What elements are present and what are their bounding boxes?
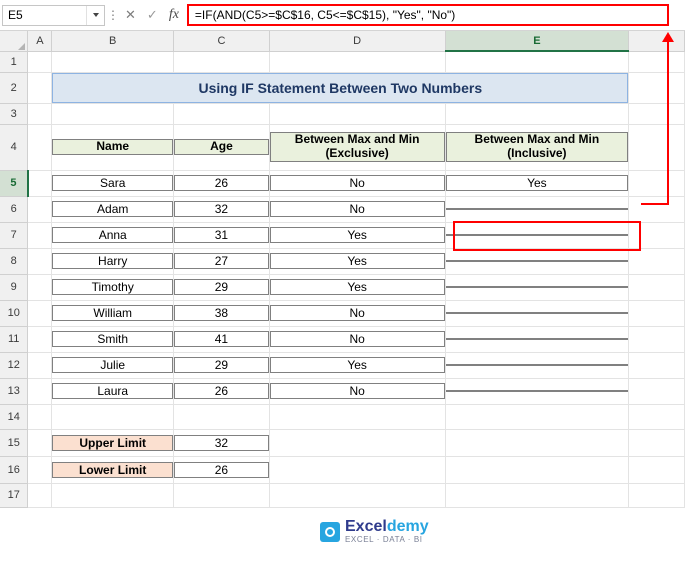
limit-row — [0, 456, 685, 483]
cell-d16[interactable] — [269, 456, 445, 483]
watermark — [320, 519, 429, 544]
cell-d8[interactable] — [269, 248, 445, 274]
cell-d11[interactable] — [269, 326, 445, 352]
name-box-value: E5 — [8, 8, 23, 22]
cell-value-exclusive: No — [270, 331, 445, 347]
column-header-row — [0, 31, 685, 51]
row-header-1[interactable]: 1 — [0, 51, 28, 72]
cell-c6[interactable] — [174, 196, 270, 222]
cell-b6[interactable] — [52, 196, 174, 222]
cell-d17[interactable] — [269, 483, 445, 507]
cell-e7[interactable] — [445, 222, 629, 248]
row-header-12[interactable]: 12 — [0, 352, 28, 378]
table-row — [0, 248, 685, 274]
cell-b14[interactable] — [52, 404, 174, 429]
cell-a12[interactable] — [28, 352, 52, 378]
cell-d7[interactable] — [269, 222, 445, 248]
limit-label-upper: Upper Limit — [52, 435, 173, 451]
table-header-exclusive-line1: Between Max and Min — [294, 132, 420, 147]
cell-b13[interactable] — [52, 378, 174, 404]
cell-value-inclusive — [446, 338, 629, 340]
cell-value-inclusive — [446, 234, 629, 236]
column-header-d[interactable]: D — [269, 31, 445, 51]
cell-a7[interactable] — [28, 222, 52, 248]
cell-b16[interactable] — [52, 456, 174, 483]
cell-value-exclusive: No — [270, 201, 445, 217]
cell-c17[interactable] — [174, 483, 270, 507]
table-header-age: Age — [210, 139, 233, 154]
vertical-dots-icon[interactable]: ⋮ — [107, 8, 119, 22]
cell-a4[interactable] — [28, 124, 52, 170]
cell-f17[interactable] — [629, 483, 685, 507]
cell-value-age: 32 — [174, 201, 269, 217]
cell-value-exclusive: Yes — [270, 227, 445, 243]
cell-a3[interactable] — [28, 103, 52, 124]
cell-c3[interactable] — [174, 103, 270, 124]
cell-e4-header-inclusive[interactable] — [445, 124, 629, 170]
cell-d10[interactable] — [269, 300, 445, 326]
cell-value-age: 31 — [174, 227, 269, 243]
row-header-17[interactable]: 17 — [0, 483, 28, 507]
cell-f3[interactable] — [629, 103, 685, 124]
cell-d14[interactable] — [269, 404, 445, 429]
cell-a14[interactable] — [28, 404, 52, 429]
cell-e16[interactable] — [445, 456, 629, 483]
cell-c12[interactable] — [174, 352, 270, 378]
cell-d3[interactable] — [269, 103, 445, 124]
cell-c4-header-age[interactable] — [174, 124, 270, 170]
watermark-brand-first: Excel — [345, 518, 387, 535]
column-header-f[interactable] — [629, 31, 685, 51]
row-header-9[interactable]: 9 — [0, 274, 28, 300]
cell-d9[interactable] — [269, 274, 445, 300]
cell-value-exclusive: Yes — [270, 357, 445, 373]
cell-value-age: 41 — [174, 331, 269, 347]
row-header-7[interactable]: 7 — [0, 222, 28, 248]
cell-e15[interactable] — [445, 429, 629, 456]
cell-value-name: Timothy — [52, 279, 173, 295]
cell-e3[interactable] — [445, 103, 629, 124]
cell-e17[interactable] — [445, 483, 629, 507]
cell-value-age: 27 — [174, 253, 269, 269]
cell-b4-header-name[interactable] — [52, 124, 174, 170]
row-header-14[interactable]: 14 — [0, 404, 28, 429]
table-row — [0, 326, 685, 352]
table-row — [0, 170, 685, 196]
cell-e10[interactable] — [445, 300, 629, 326]
sheet-row-14 — [0, 404, 685, 429]
sheet-row-1 — [0, 51, 685, 72]
select-all-corner[interactable] — [0, 31, 28, 51]
table-row — [0, 222, 685, 248]
cell-value-inclusive — [446, 364, 629, 366]
row-header-4[interactable]: 4 — [0, 124, 28, 170]
cell-b5[interactable] — [52, 170, 174, 196]
cell-e12[interactable] — [445, 352, 629, 378]
cell-a10[interactable] — [28, 300, 52, 326]
cell-c16[interactable] — [174, 456, 270, 483]
cell-c9[interactable] — [174, 274, 270, 300]
cell-value-inclusive — [446, 260, 629, 262]
annotation-arrow-vertical — [667, 42, 669, 205]
sheet-title: Using IF Statement Between Two Numbers — [52, 73, 628, 103]
cell-value-name: Anna — [52, 227, 173, 243]
name-box[interactable] — [2, 5, 105, 26]
insert-function-icon[interactable]: fx — [168, 7, 179, 22]
cell-b15[interactable] — [52, 429, 174, 456]
annotation-arrow-horizontal — [641, 203, 669, 205]
sheet-row-17 — [0, 483, 685, 507]
cell-b17[interactable] — [52, 483, 174, 507]
cell-value-inclusive — [446, 208, 629, 210]
cell-value-inclusive — [446, 286, 629, 288]
sheet-row-4 — [0, 124, 685, 170]
cell-a2[interactable] — [28, 72, 52, 103]
cell-a5[interactable] — [28, 170, 52, 196]
cell-value-name: Harry — [52, 253, 173, 269]
cell-f1[interactable] — [629, 51, 685, 72]
cell-b12[interactable] — [52, 352, 174, 378]
cell-value-inclusive — [446, 312, 629, 314]
row-header-15[interactable]: 15 — [0, 429, 28, 456]
cell-value-name: Adam — [52, 201, 173, 217]
formula-bar — [0, 0, 685, 30]
cell-d13[interactable] — [269, 378, 445, 404]
cell-f5[interactable] — [629, 170, 685, 196]
cell-e8[interactable] — [445, 248, 629, 274]
column-header-c[interactable]: C — [174, 31, 270, 51]
sheet-table — [0, 31, 685, 508]
cell-value-age: 29 — [174, 279, 269, 295]
cell-value-exclusive: No — [270, 175, 445, 191]
annotation-arrow-head — [662, 32, 674, 42]
table-row — [0, 300, 685, 326]
watermark-tagline: EXCEL · DATA · BI — [345, 534, 423, 544]
limit-row — [0, 429, 685, 456]
cell-value-inclusive: Yes — [446, 175, 629, 191]
cell-a17[interactable] — [28, 483, 52, 507]
cell-d1[interactable] — [269, 51, 445, 72]
cell-e6[interactable] — [445, 196, 629, 222]
cell-value-name: Julie — [52, 357, 173, 373]
cell-f4[interactable] — [629, 124, 685, 170]
cell-a9[interactable] — [28, 274, 52, 300]
cell-b7[interactable] — [52, 222, 174, 248]
cell-value-name: Sara — [52, 175, 173, 191]
cell-b11[interactable] — [52, 326, 174, 352]
cell-value-name: Smith — [52, 331, 173, 347]
cell-value-exclusive: No — [270, 383, 445, 399]
cell-b8[interactable] — [52, 248, 174, 274]
cell-a16[interactable] — [28, 456, 52, 483]
cell-f11[interactable] — [629, 326, 685, 352]
table-header-inclusive-line2: (Inclusive) — [507, 146, 567, 160]
cell-c10[interactable] — [174, 300, 270, 326]
table-row — [0, 196, 685, 222]
row-header-6[interactable]: 6 — [0, 196, 28, 222]
cell-c8[interactable] — [174, 248, 270, 274]
cell-a8[interactable] — [28, 248, 52, 274]
cell-c14[interactable] — [174, 404, 270, 429]
chevron-down-icon[interactable] — [86, 6, 104, 25]
cell-value-exclusive: No — [270, 305, 445, 321]
row-header-13[interactable]: 13 — [0, 378, 28, 404]
cell-f8[interactable] — [629, 248, 685, 274]
cell-b1[interactable] — [52, 51, 174, 72]
row-header-8[interactable]: 8 — [0, 248, 28, 274]
cell-value-age: 26 — [174, 175, 269, 191]
cell-value-age: 38 — [174, 305, 269, 321]
sheet-row-2 — [0, 72, 685, 103]
cell-value-exclusive: Yes — [270, 279, 445, 295]
table-row — [0, 378, 685, 404]
cell-value-exclusive: Yes — [270, 253, 445, 269]
cell-value-age: 26 — [174, 383, 269, 399]
row-header-16[interactable]: 16 — [0, 456, 28, 483]
cell-e14[interactable] — [445, 404, 629, 429]
cell-b9[interactable] — [52, 274, 174, 300]
limit-value-upper: 32 — [174, 435, 269, 451]
cell-f2[interactable] — [629, 72, 685, 103]
cell-f7[interactable] — [629, 222, 685, 248]
column-header-e[interactable]: E — [445, 31, 629, 51]
cell-value-name: Laura — [52, 383, 173, 399]
table-header-name: Name — [96, 139, 130, 154]
cell-e13[interactable] — [445, 378, 629, 404]
formula-bar-buttons — [121, 7, 187, 23]
column-header-a[interactable]: A — [28, 31, 52, 51]
limit-label-lower: Lower Limit — [52, 462, 173, 478]
confirm-icon[interactable]: ✓ — [146, 7, 158, 22]
cell-f13[interactable] — [629, 378, 685, 404]
row-header-2[interactable]: 2 — [0, 72, 28, 103]
table-row — [0, 274, 685, 300]
cell-d15[interactable] — [269, 429, 445, 456]
cell-c1[interactable] — [174, 51, 270, 72]
cell-a1[interactable] — [28, 51, 52, 72]
cancel-icon[interactable]: ✕ — [125, 7, 136, 22]
table-row — [0, 352, 685, 378]
cell-f9[interactable] — [629, 274, 685, 300]
cell-c7[interactable] — [174, 222, 270, 248]
cell-value-name: William — [52, 305, 173, 321]
cell-b2-title[interactable] — [52, 72, 629, 103]
cell-f10[interactable] — [629, 300, 685, 326]
row-header-5[interactable]: 5 — [0, 170, 28, 196]
limit-value-lower: 26 — [174, 462, 269, 478]
cell-c11[interactable] — [174, 326, 270, 352]
cell-a13[interactable] — [28, 378, 52, 404]
cell-d12[interactable] — [269, 352, 445, 378]
row-header-10[interactable]: 10 — [0, 300, 28, 326]
table-header-exclusive-line2: (Exclusive) — [325, 146, 389, 160]
cell-f15[interactable] — [629, 429, 685, 456]
cell-d4-header-exclusive[interactable] — [269, 124, 445, 170]
cell-f16[interactable] — [629, 456, 685, 483]
cell-b10[interactable] — [52, 300, 174, 326]
spreadsheet-grid — [0, 30, 685, 508]
cell-a15[interactable] — [28, 429, 52, 456]
cell-e9[interactable] — [445, 274, 629, 300]
cell-e5[interactable] — [445, 170, 629, 196]
cell-d5[interactable] — [269, 170, 445, 196]
cell-value-inclusive — [446, 390, 629, 392]
watermark-brand-second: demy — [386, 518, 429, 535]
cell-f12[interactable] — [629, 352, 685, 378]
cell-c15[interactable] — [174, 429, 270, 456]
cell-a11[interactable] — [28, 326, 52, 352]
row-header-11[interactable]: 11 — [0, 326, 28, 352]
cell-f6[interactable] — [629, 196, 685, 222]
cell-c5[interactable] — [174, 170, 270, 196]
cell-e1[interactable] — [445, 51, 629, 72]
cell-d6[interactable] — [269, 196, 445, 222]
formula-input[interactable]: =IF(AND(C5>=$C$16, C5<=$C$15), "Yes", "No") — [187, 4, 669, 26]
column-header-b[interactable]: B — [52, 31, 174, 51]
cell-e11[interactable] — [445, 326, 629, 352]
exceldemy-logo-icon — [320, 522, 340, 542]
cell-b3[interactable] — [52, 103, 174, 124]
cell-value-age: 29 — [174, 357, 269, 373]
cell-c13[interactable] — [174, 378, 270, 404]
table-header-inclusive-line1: Between Max and Min — [474, 132, 600, 147]
sheet-row-3 — [0, 103, 685, 124]
cell-f14[interactable] — [629, 404, 685, 429]
cell-a6[interactable] — [28, 196, 52, 222]
row-header-3[interactable]: 3 — [0, 103, 28, 124]
